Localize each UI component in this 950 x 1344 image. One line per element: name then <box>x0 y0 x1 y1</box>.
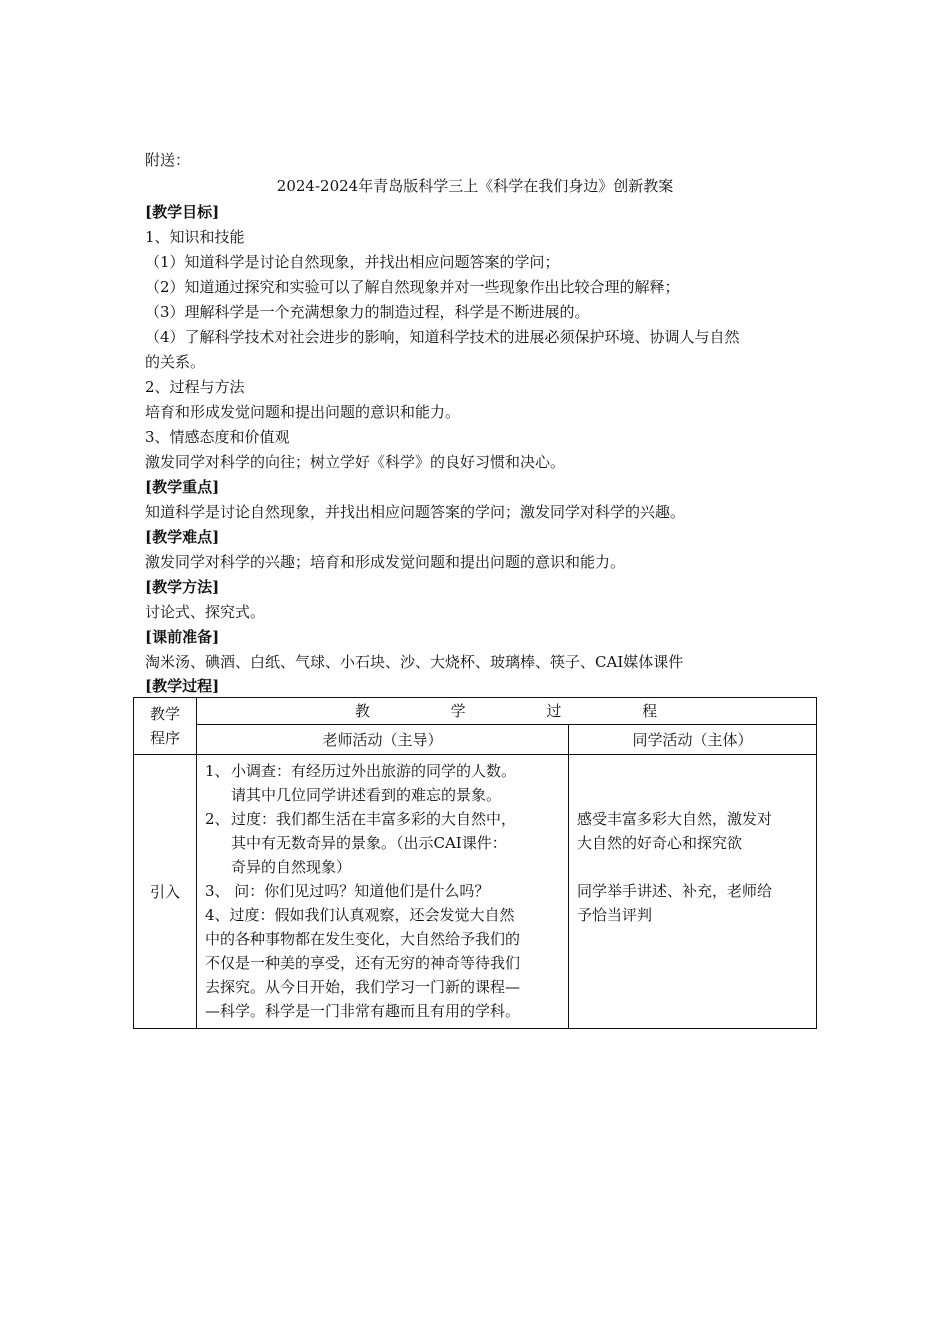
teacher-plain-line: 3、 问：你们见过吗？知道他们是什么吗？ <box>205 882 490 900</box>
goals-section-2: 2、过程与方法 <box>145 378 245 396</box>
item-number: 1、 <box>205 762 230 780</box>
step-header-cell <box>134 698 197 755</box>
teacher-activity-header: 老师活动（主导） <box>197 725 569 755</box>
step-label-cell: 引入 <box>134 755 197 1029</box>
difficulties-text: 激发同学对科学的兴趣；培育和形成发觉问题和提出问题的意识和能力。 <box>145 553 626 571</box>
goal-item-continued: 的关系。 <box>145 353 206 371</box>
goals-section-2-text: 培育和形成发觉问题和提出问题的意识和能力。 <box>145 403 461 421</box>
teacher-plain-line: 不仅是一种美的享受，还有无穷的神奇等待我们 <box>205 954 521 972</box>
student-activity-cell <box>569 755 817 1029</box>
step-header-line-1: 教学 <box>149 705 180 723</box>
item-line: 小调查：有经历过外出旅游的同学的人数。 <box>231 762 517 780</box>
teacher-item <box>197 807 568 879</box>
teacher-plain-line: 去探究。从今日开始，我们学习一门新的课程— <box>205 978 521 996</box>
item-line: 其中有无数奇异的景象。（出示CAI课件： <box>231 834 507 852</box>
process-heading: [教学过程] <box>145 677 220 695</box>
goals-section-1: 1、知识和技能 <box>145 228 245 246</box>
student-line: 予恰当评判 <box>577 906 653 924</box>
item-line: 过度：我们都生活在丰富多彩的大自然中， <box>231 810 517 828</box>
methods-text: 讨论式、探究式。 <box>145 603 266 621</box>
goal-item: （2）知道通过探究和实验可以了解自然现象并对一些现象作出比较合理的解释； <box>145 278 680 296</box>
student-line: 同学举手讲述、补充，老师给 <box>577 882 773 900</box>
item-line: 请其中几位同学讲述看到的难忘的景象。 <box>231 786 502 804</box>
methods-heading: [教学方法] <box>145 578 220 596</box>
preface-text: 附送： <box>145 151 191 169</box>
preparation-text: 淘米汤、碘酒、白纸、气球、小石块、沙、大烧杯、玻璃棒、筷子、CAI媒体课件 <box>145 653 684 671</box>
spread-char: 学 <box>450 702 467 720</box>
key-points-heading: [教学重点] <box>145 478 220 496</box>
student-spacer <box>569 855 816 879</box>
goal-item: （4）了解科学技术对社会进步的影响，知道科学技术的进展必须保护环境、协调人与自然 <box>145 328 740 346</box>
teacher-item <box>197 759 568 807</box>
item-line: 奇异的自然现象） <box>231 858 352 876</box>
spread-char: 程 <box>642 702 659 720</box>
teacher-plain-line: —科学。科学是一门非常有趣而且有用的学科。 <box>205 1002 521 1020</box>
spread-char: 教 <box>354 702 371 720</box>
difficulties-heading: [教学难点] <box>145 528 220 546</box>
spread-char: 过 <box>546 702 563 720</box>
student-line: 大自然的好奇心和探究欲 <box>577 834 743 852</box>
teacher-plain-line: 4、过度：假如我们认真观察，还会发觉大自然 <box>205 906 515 924</box>
item-number: 2、 <box>205 810 230 828</box>
preparation-heading: [课前准备] <box>145 628 220 646</box>
process-spread-header <box>197 698 817 725</box>
goal-item: （1）知道科学是讨论自然现象，并找出相应问题答案的学问； <box>145 253 560 271</box>
teacher-plain-line: 中的各种事物都在发生变化，大自然给予我们的 <box>205 930 521 948</box>
teaching-process-table <box>133 697 817 1029</box>
goal-item: （3）理解科学是一个充满想象力的制造过程，科学是不断进展的。 <box>145 303 590 321</box>
goals-section-3: 3、情感态度和价值观 <box>145 428 290 446</box>
teacher-activity-cell <box>197 755 569 1029</box>
student-line: 感受丰富多彩大自然，激发对 <box>577 810 773 828</box>
goals-section-3-text: 激发同学对科学的向往；树立学好《科学》的良好习惯和决心。 <box>145 453 566 471</box>
key-points-text: 知道科学是讨论自然现象，并找出相应问题答案的学问；激发同学对科学的兴趣。 <box>145 503 686 521</box>
step-header-line-2: 程序 <box>149 729 180 747</box>
document-title: 2024-2024年青岛版科学三上《科学在我们身边》创新教案 <box>276 177 674 195</box>
student-activity-header: 同学活动（主体） <box>569 725 817 755</box>
goals-heading: [教学目标] <box>145 203 220 221</box>
